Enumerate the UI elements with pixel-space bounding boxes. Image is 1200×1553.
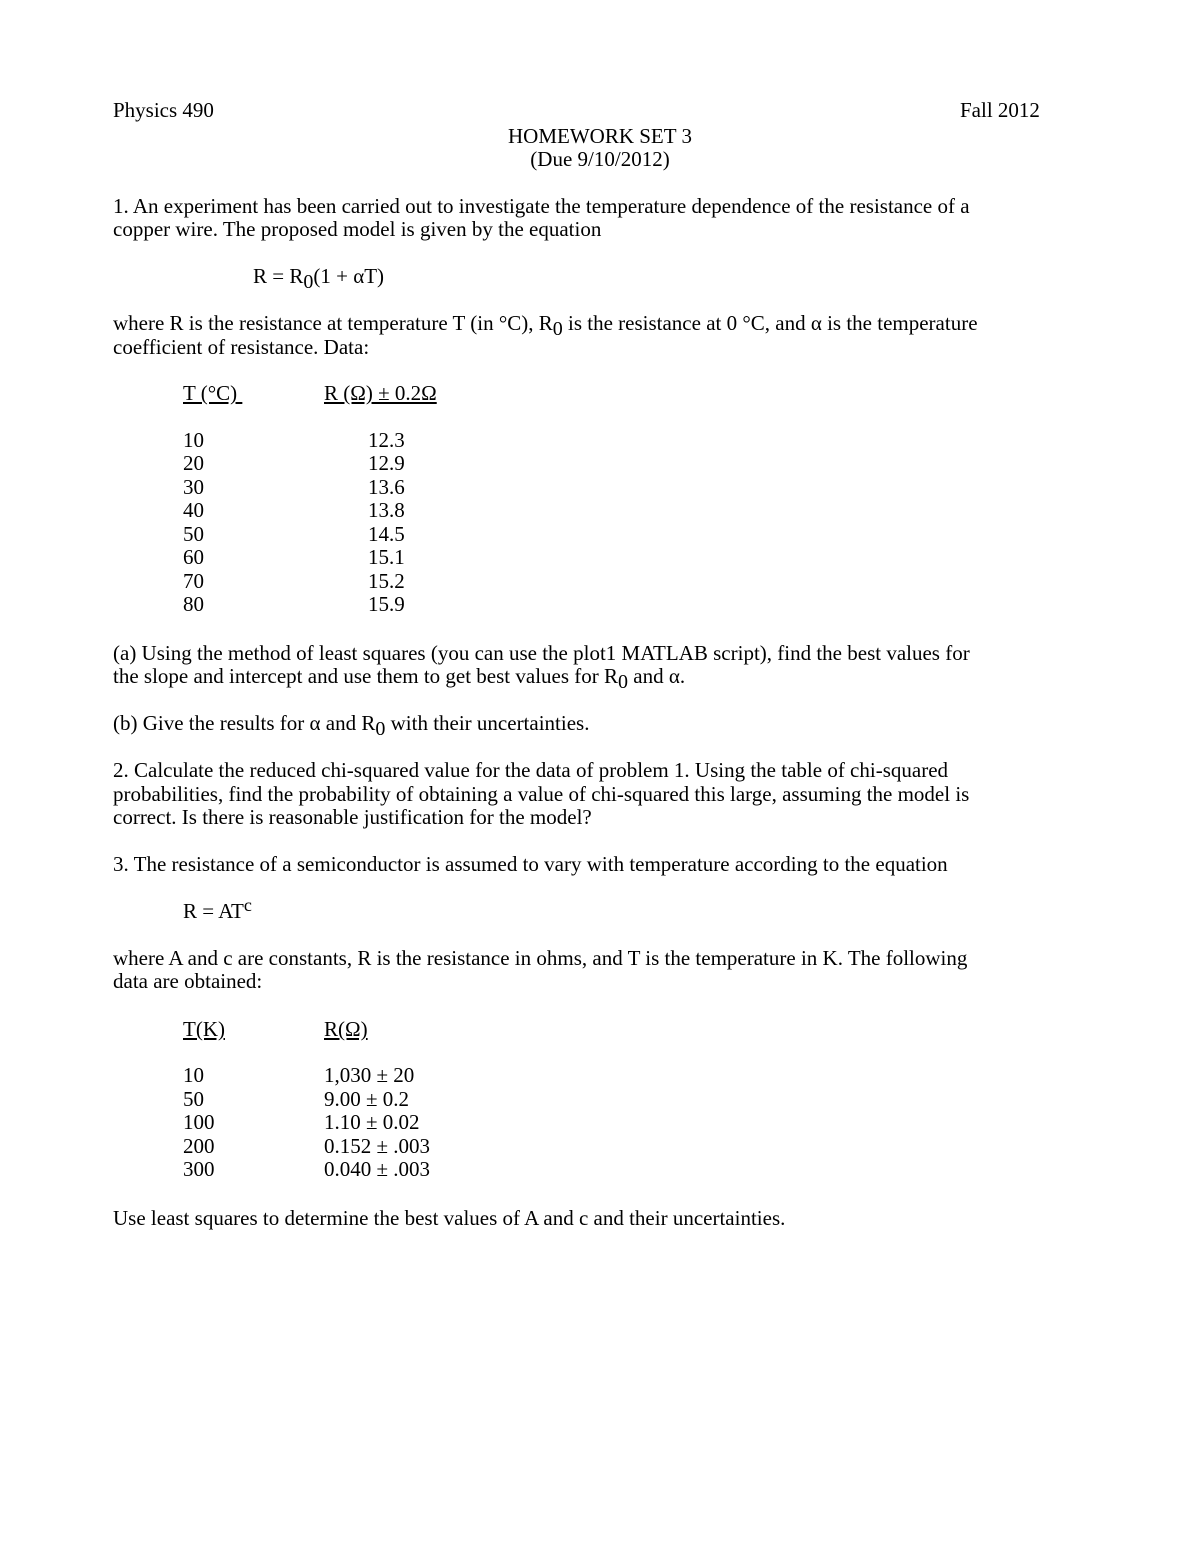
table-row [0, 1134, 700, 1158]
table-cell-t: 60 [183, 545, 204, 569]
column-header-temperature: T(K) [183, 1017, 225, 1041]
table-row [0, 545, 700, 569]
problem1-part-a-line2 [113, 664, 686, 693]
table-cell-t: 50 [183, 1087, 204, 1111]
problem1-part-a-line1: (a) Using the method of least squares (you can use the plot1 MATLAB script), find the best values for [113, 641, 970, 665]
problem3-intro: 3. The resistance of a semiconductor is assumed to vary with temperature according to the equation [113, 852, 948, 876]
table-cell-r: 12.9 [368, 451, 405, 475]
equation3-lhs: R = AT [183, 899, 244, 923]
table-cell-r: 13.6 [368, 475, 405, 499]
table-row [0, 475, 700, 499]
problem3-where-line2: data are obtained: [113, 969, 263, 993]
problem1-where-line1 [113, 311, 978, 340]
table-row [0, 569, 700, 593]
table-cell-t: 40 [183, 498, 204, 522]
part-b-text-b: with their uncertainties. [385, 711, 590, 735]
course-name: Physics 490 [113, 98, 214, 122]
column-header-resistance: R(Ω) [324, 1017, 368, 1041]
table-cell-t: 200 [183, 1134, 215, 1158]
table-cell-r: 0.040 ± .003 [324, 1157, 431, 1181]
table-cell-t: 70 [183, 569, 204, 593]
column-header-temperature: T (°C) [183, 381, 243, 405]
table-cell-t: 10 [183, 428, 204, 452]
problem2-line3: correct. Is there is reasonable justification for the model? [113, 805, 592, 829]
table-row [0, 451, 700, 475]
table-cell-t: 50 [183, 522, 204, 546]
term-label: Fall 2012 [960, 98, 1040, 122]
table-row [0, 592, 700, 616]
problem3-where-line1: where A and c are constants, R is the resistance in ohms, and T is the temperature in K. The following [113, 946, 968, 970]
table-cell-r: 13.8 [368, 498, 405, 522]
table-cell-t: 10 [183, 1063, 204, 1087]
problem1-part-b [113, 711, 590, 740]
problem2-line2: probabilities, find the probability of obtaining a value of chi-squared this large, assuming the model is [113, 782, 970, 806]
table-cell-r: 9.00 ± 0.2 [324, 1087, 410, 1111]
part-a-text-a: the slope and intercept and use them to get best values for R [113, 664, 619, 688]
table-cell-r: 12.3 [368, 428, 405, 452]
equation3-superscript: c [243, 895, 252, 915]
table-row [0, 498, 700, 522]
page-title: HOMEWORK SET 3 [508, 124, 692, 148]
table-row [0, 1087, 700, 1111]
table-cell-r: 1,030 ± 20 [324, 1063, 415, 1087]
problem3-equation [183, 895, 252, 924]
table-row [0, 428, 700, 452]
table-cell-t: 20 [183, 451, 204, 475]
table-row [0, 1110, 700, 1134]
equation-lhs: R = R [253, 264, 304, 288]
table-row [0, 1157, 700, 1181]
problem1-where-line2: coefficient of resistance. Data: [113, 335, 370, 359]
table-cell-t: 300 [183, 1157, 215, 1181]
problem1-intro-line1: 1. An experiment has been carried out to investigate the temperature dependence of the resistance of a [113, 194, 970, 218]
column-header-resistance: R (Ω) ± 0.2Ω [324, 381, 437, 405]
table-cell-r: 0.152 ± .003 [324, 1134, 431, 1158]
equation-rhs: (1 + αT) [313, 264, 385, 288]
table-cell-r: 15.9 [368, 592, 405, 616]
problem2-line1: 2. Calculate the reduced chi-squared value for the data of problem 1. Using the table of chi-squared [113, 758, 949, 782]
part-b-text-a: (b) Give the results for α and R [113, 711, 376, 735]
table-header-row [0, 381, 700, 405]
table-row [0, 522, 700, 546]
due-date: (Due 9/10/2012) [530, 147, 670, 171]
table-cell-r: 1.10 ± 0.02 [324, 1110, 420, 1134]
where-subscript: 0 [552, 318, 563, 340]
problem1-equation [253, 264, 385, 293]
equation-subscript: 0 [303, 271, 314, 293]
table-cell-r: 15.2 [368, 569, 405, 593]
part-a-text-b: and α. [628, 664, 686, 688]
part-a-subscript: 0 [618, 671, 629, 693]
table-cell-t: 100 [183, 1110, 215, 1134]
table-header-row [0, 1017, 700, 1041]
where-text-b: is the resistance at 0 °C, and α is the temperature [562, 311, 978, 335]
where-text-a: where R is the resistance at temperature T (in °C), R [113, 311, 553, 335]
problem3-closing: Use least squares to determine the best values of A and c and their uncertainties. [113, 1206, 786, 1230]
problem1-intro-line2: copper wire. The proposed model is given by the equation [113, 217, 602, 241]
table-cell-t: 30 [183, 475, 204, 499]
table-cell-t: 80 [183, 592, 204, 616]
table-cell-r: 14.5 [368, 522, 405, 546]
table-row [0, 1063, 700, 1087]
part-b-subscript: 0 [375, 718, 386, 740]
table-cell-r: 15.1 [368, 545, 405, 569]
